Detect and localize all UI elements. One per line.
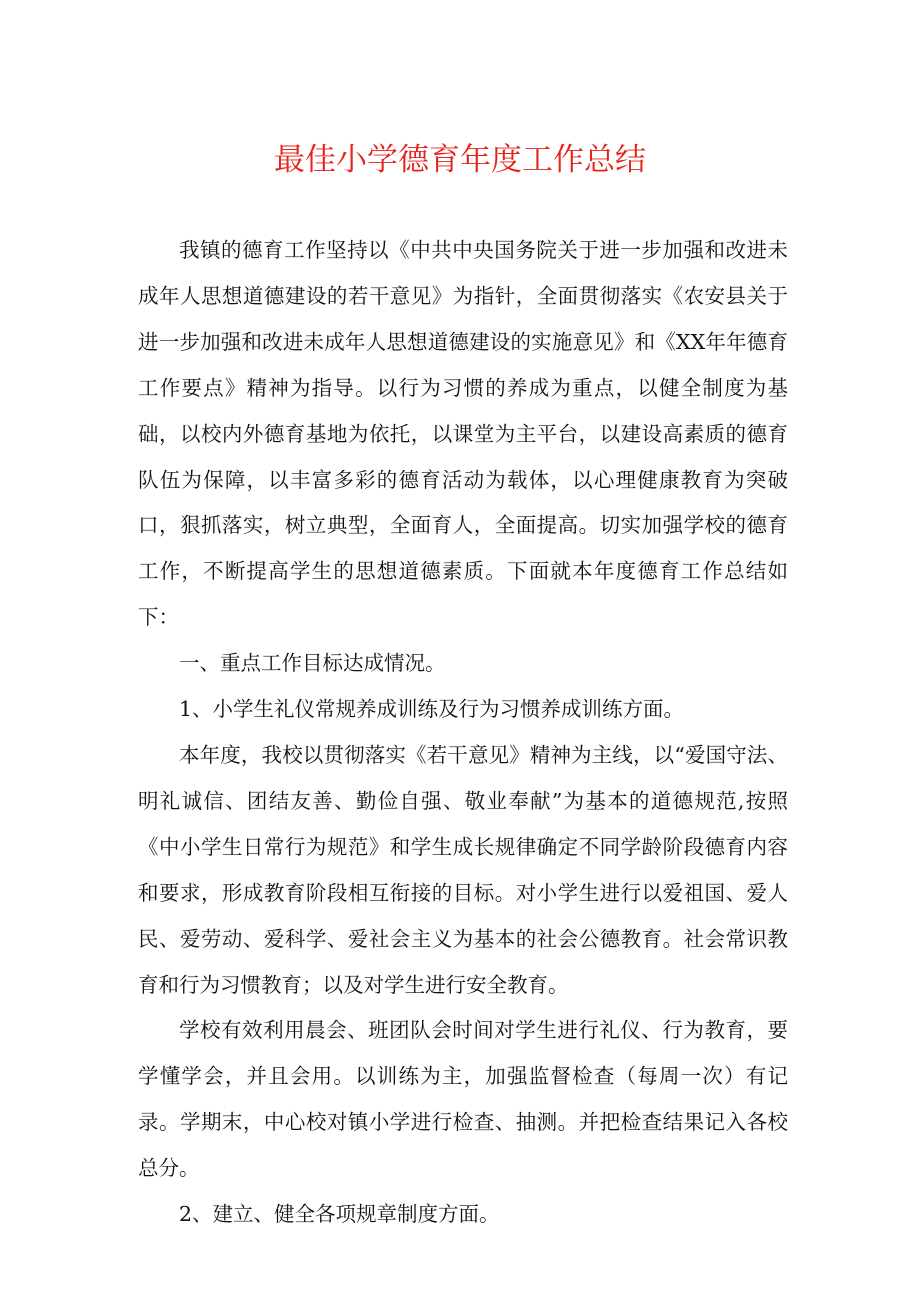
section-heading-1: 一、重点工作目标达成情况。 xyxy=(179,651,446,676)
paragraph-etiquette-training: 本年度，我校以贯彻落实《若干意见》精神为主线，以“爱国守法、明礼诚信、团结友善、勤俭自强、敬业奉献”为基本的道德规范,按照《中小学生日常行为规范》和学生成长规律确定不同学龄阶段德育内容和要求，形成教育阶段相互衔接的目标。对小学生进行以爱祖国、爱人民、爱劳动、爱科学、爱社会主义为基本的社会公德教育。社会常识教育和行为习惯教育；以及对学生进行安全教育。 xyxy=(138,742,788,997)
subsection-heading-1: 1、小学生礼仪常规养成训练及行为习惯养成训练方面。 xyxy=(179,697,685,722)
document-body xyxy=(138,228,788,1238)
subsection-heading-2: 2、建立、健全各项规章制度方面。 xyxy=(179,1202,500,1227)
document-title: 最佳小学德育年度工作总结 xyxy=(274,142,646,178)
paragraph-intro: 我镇的德育工作坚持以《中共中央国务院关于进一步加强和改进未成年人思想道德建设的若干意见》为指针，全面贯彻落实《农安县关于进一步加强和改进未成年人思想道德建设的实施意见》和《XX年年德育工作要点》精神为指导。以行为习惯的养成为重点，以健全制度为基础，以校内外德育基地为依托，以课堂为主平台，以建设高素质的德育队伍为保障，以丰富多彩的德育活动为载体，以心理健康教育为突破口，狠抓落实，树立典型，全面育人，全面提高。切实加强学校的德育工作，不断提高学生的思想道德素质。下面就本年度德育工作总结如下： xyxy=(138,238,788,630)
paragraph-school-activities: 学校有效利用晨会、班团队会时间对学生进行礼仪、行为教育，要学懂学会，并且会用。以训练为主，加强监督检查（每周一次）有记录。学期末，中心校对镇小学进行检查、抽测。并把检查结果记入各校总分。 xyxy=(138,1018,788,1181)
